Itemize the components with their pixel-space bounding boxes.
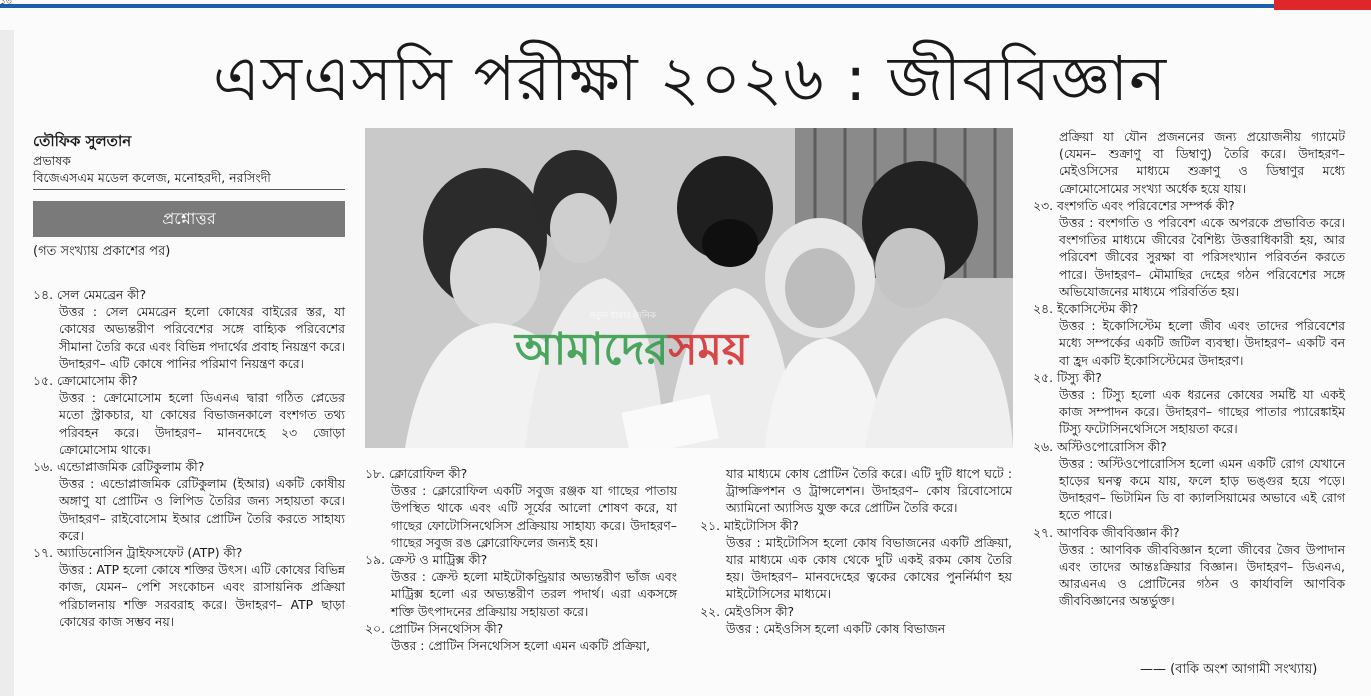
- qa-item: [700, 517, 1012, 603]
- qa-item: [1033, 300, 1345, 369]
- answer: উত্তর : ক্লোরোফিল একটি সবুজ রঞ্জক যা গাছের পাতায় উপস্থিত থাকে এবং এটি সূর্যের আলো শোষণ করে, যা গাছের ফোটোসিনথেসিস প্রক্রিয়ায় সাহায্য করে। উদাহরণ– গাছের সবুজ রঙ ক্লোরোফিলের জন্যই হয়।: [391, 483, 677, 550]
- answer: উত্তর : আণবিক জীববিজ্ঞান হলো জীবের জৈব উপাদান এবং তাদের আন্তঃক্রিয়ার বিজ্ঞান। উদাহরণ– ডিএনএ, আরএনএ ও প্রোটিনের গঠন ও কার্যাবলি আণবিক জীববিজ্ঞানের অন্তর্ভুক্ত।: [1059, 541, 1345, 609]
- answer: প্রক্রিয়া যা যৌন প্রজননের জন্য প্রয়োজনীয় গ্যামেট (যেমন– শুক্রাণু বা ডিম্বাণু) তৈরি করে। উদাহরণ– মেইওসিসের মাধ্যমে শুক্রাণু ও ডিম্বাণুর মধ্যে ক্রোমোসোমের সংখ্যা অর্ধেক হয়ে যায়।: [1059, 129, 1345, 196]
- qa-item: [365, 465, 677, 551]
- answer: উত্তর : বংশগতি ও পরিবেশ একে অপরকে প্রভাবিত করে। বংশগতির মাধ্যমে জীবের বৈশিষ্ট্য উত্তরাধিকারী হয়, আর পরিবেশ জীবের সুরক্ষা বা পরিসংখ্যান পরিবর্তন করতে পারে। উদাহরণ– মৌমাছির দেহের গঠন পরিবেশের সঙ্গে অভিযোজনের মাধ্যমে পরিবর্তিত হয়।: [1059, 215, 1345, 299]
- question: ২৫. টিস্যু কী?: [1033, 369, 1102, 385]
- question: ২৭. আণবিক জীববিজ্ঞান কী?: [1033, 524, 1180, 540]
- author-block: [33, 131, 345, 190]
- answer: উত্তর : প্রোটিন সিনথেসিস হলো এমন একটি প্রক্রিয়া,: [391, 638, 651, 654]
- question: ২১. মাইটোসিস কী?: [700, 517, 799, 533]
- column-3: [700, 465, 1012, 637]
- newspaper-watermark: [515, 316, 748, 389]
- qa-item: [700, 603, 1012, 637]
- qa-item: [1033, 524, 1345, 610]
- qa-item: [33, 458, 345, 544]
- watermark-part-1: আমাদের: [515, 324, 669, 375]
- qa-item: [33, 544, 345, 630]
- left-margin-strip: [0, 30, 14, 696]
- answer: উত্তর : মেইওসিস হলো একটি কোষ বিভাজন: [726, 620, 946, 636]
- qa-item: [33, 286, 345, 372]
- news-photo: [365, 128, 1013, 448]
- qa-item: [1033, 438, 1345, 524]
- answer: উত্তর : টিস্যু হলো এক ধরনের কোষের সমষ্টি যা একই কাজ সম্পাদন করে। উদাহরণ– গাছের পাতার প্যারেঙ্কাইম টিস্যু ফটোসিনথেসিসে সহায়তা করে।: [1059, 387, 1345, 437]
- continued-note: (গত সংখ্যায় প্রকাশের পর): [33, 244, 171, 259]
- section-title-bar: প্রশ্নোত্তর: [33, 201, 345, 237]
- answer: যার মাধ্যমে কোষ প্রোটিন তৈরি করে। এটি দুটি ধাপে ঘটে : ট্রান্সক্রিপশন ও ট্রান্সলেশন। উদাহরণ– কোষ রিবোসোমে অ্যামিনো অ্যাসিড যুক্ত করে প্রোটিন তৈরি করে।: [726, 466, 1012, 516]
- answer: উত্তর : ক্রেস্ট হলো মাইটোকন্ড্রিয়ার অভ্যন্তরীণ ভাঁজ এবং মাট্রিক্স হলো এর অভ্যন্তরীণ তরল পদার্থ। এরা একসঙ্গে শক্তি উৎপাদনের প্রক্রিয়ায় সহায়তা করে।: [391, 569, 677, 619]
- question: ১৬. এন্ডোপ্লাজমিক রেটিকুলাম কী?: [33, 459, 205, 475]
- qa-item: [1033, 369, 1345, 438]
- question: ১৭. অ্যাডিনোসিন ট্রাইফসফেট (ATP) কী?: [33, 545, 243, 561]
- answer: উত্তর : মাইটোসিস হলো কোষ বিভাজনের একটি প্রক্রিয়া, যার মাধ্যমে এক কোষ থেকে দুটি একই রকম কোষ তৈরি হয়। উদাহরণ– মানবদেহের ত্বকের কোষের পুনর্নির্মাণ হয় মাইটোসিসের মাধ্যমে।: [726, 534, 1012, 602]
- qa-item: [365, 620, 677, 654]
- question: ২২. মেইওসিস কী?: [700, 603, 795, 619]
- author-designation: প্রভাষক: [33, 153, 71, 168]
- answer: উত্তর : ইকোসিস্টেম হলো জীব এবং তাদের পরিবেশের মধ্যে সম্পর্কের একটি জটিল ব্যবস্থা। উদাহরণ– একটি বন বা হ্রদ একটি ইকোসিস্টেমের উদাহরণ।: [1059, 318, 1345, 368]
- column-1: [33, 286, 345, 630]
- question: ২৬. অস্টিওপোরোসিস কী?: [1033, 438, 1167, 454]
- question: ২০. প্রোটিন সিনথেসিস কী?: [365, 620, 504, 636]
- watermark-part-2: সময়: [668, 324, 748, 375]
- author-institution: বিজেএসএম মডেল কলেজ, মনোহরদী, নরসিংদী: [33, 170, 271, 185]
- headline: এসএসসি পরীক্ষা ২০২৬ : জীববিজ্ঞান: [212, 42, 1168, 115]
- question: ২৪. ইকোসিস্টেম কী?: [1033, 301, 1139, 317]
- question: ১৯. ক্রেস্ট ও মাট্রিক্স কী?: [365, 552, 488, 568]
- answer: উত্তর : অস্টিওপোরোসিস হলো এমন একটি রোগ যেখানে হাড়ের ঘনত্ব কমে যায়, ফলে হাড় ভঙ্গুর হয়ে পড়ে। উদাহরণ– ভিটামিন ডি বা ক্যালসিয়ামের অভাবে এই রোগ হতে পারে।: [1059, 455, 1345, 523]
- students-photo-illustration: [365, 128, 1013, 448]
- qa-item: [33, 372, 345, 458]
- qa-item: [1033, 128, 1345, 197]
- question: ১৪. সেল মেমব্রেন কী?: [33, 287, 147, 302]
- qa-item: [700, 465, 1012, 517]
- column-2: [365, 465, 677, 654]
- red-tab: [1274, 0, 1371, 10]
- column-4: [1033, 128, 1345, 610]
- qa-item: [365, 551, 677, 620]
- continuation-note: —— (বাকি অংশ আগামী সংখ্যায়): [1140, 662, 1318, 677]
- watermark-tagline: নতুন ধারার দৈনিক: [590, 311, 656, 321]
- question: ১৮. ক্লোরোফিল কী?: [365, 466, 468, 481]
- question: ১৫. ক্রোমোসোম কী?: [33, 373, 138, 389]
- answer: উত্তর : ATP হলো কোষে শক্তির উৎস। এটি কোষের বিভিন্ন কাজ, যেমন– পেশি সংকোচন এবং রাসায়নিক প্রক্রিয়া পরিচালনায় শক্তি সরবরাহ করে। উদাহরণ– ATP ছাড়া কোষের কাজ সম্ভব নয়।: [59, 562, 345, 629]
- answer: উত্তর : সেল মেমব্রেন হলো কোষের বাইরের স্তর, যা কোষের অভ্যন্তরীণ পরিবেশের সঙ্গে বাহ্যিক পরিবেশের সীমানা তৈরি করে এবং বিভিন্ন পদার্থের প্রবাহ নিয়ন্ত্রণ করে। উদাহরণ– এটি কোষে পানির পরিমাণ নিয়ন্ত্রণ করে।: [59, 304, 345, 371]
- top-color-bar: [0, 0, 1371, 10]
- author-name: তৌফিক সুলতান: [33, 132, 132, 150]
- answer: উত্তর : ক্রোমোসোম হলো ডিএনএ দ্বারা গঠিত প্লেডের মতো স্ট্রাকচার, যা কোষের বিভাজনকালে বংশগত তথ্য পরিবহন করে। উদাহরণ– মানবদেহে ২৩ জোড়া ক্রোমোসোম থাকে।: [59, 390, 345, 457]
- question: ২৩. বংশগতি এবং পরিবেশের সম্পর্ক কী?: [1033, 197, 1235, 213]
- blue-rule: [0, 4, 1274, 8]
- author-divider: [33, 189, 345, 190]
- answer: উত্তর : এন্ডোপ্লাজমিক রেটিকুলাম (ইআর) একটি কোষীয় অঙ্গাণু যা প্রোটিন ও লিপিড তৈরির জন্য সহায়তা করে। উদাহরণ– রাইবোসোম ইআর প্রোটিন তৈরি করতে সাহায্য করে।: [59, 476, 345, 543]
- qa-item: [1033, 197, 1345, 300]
